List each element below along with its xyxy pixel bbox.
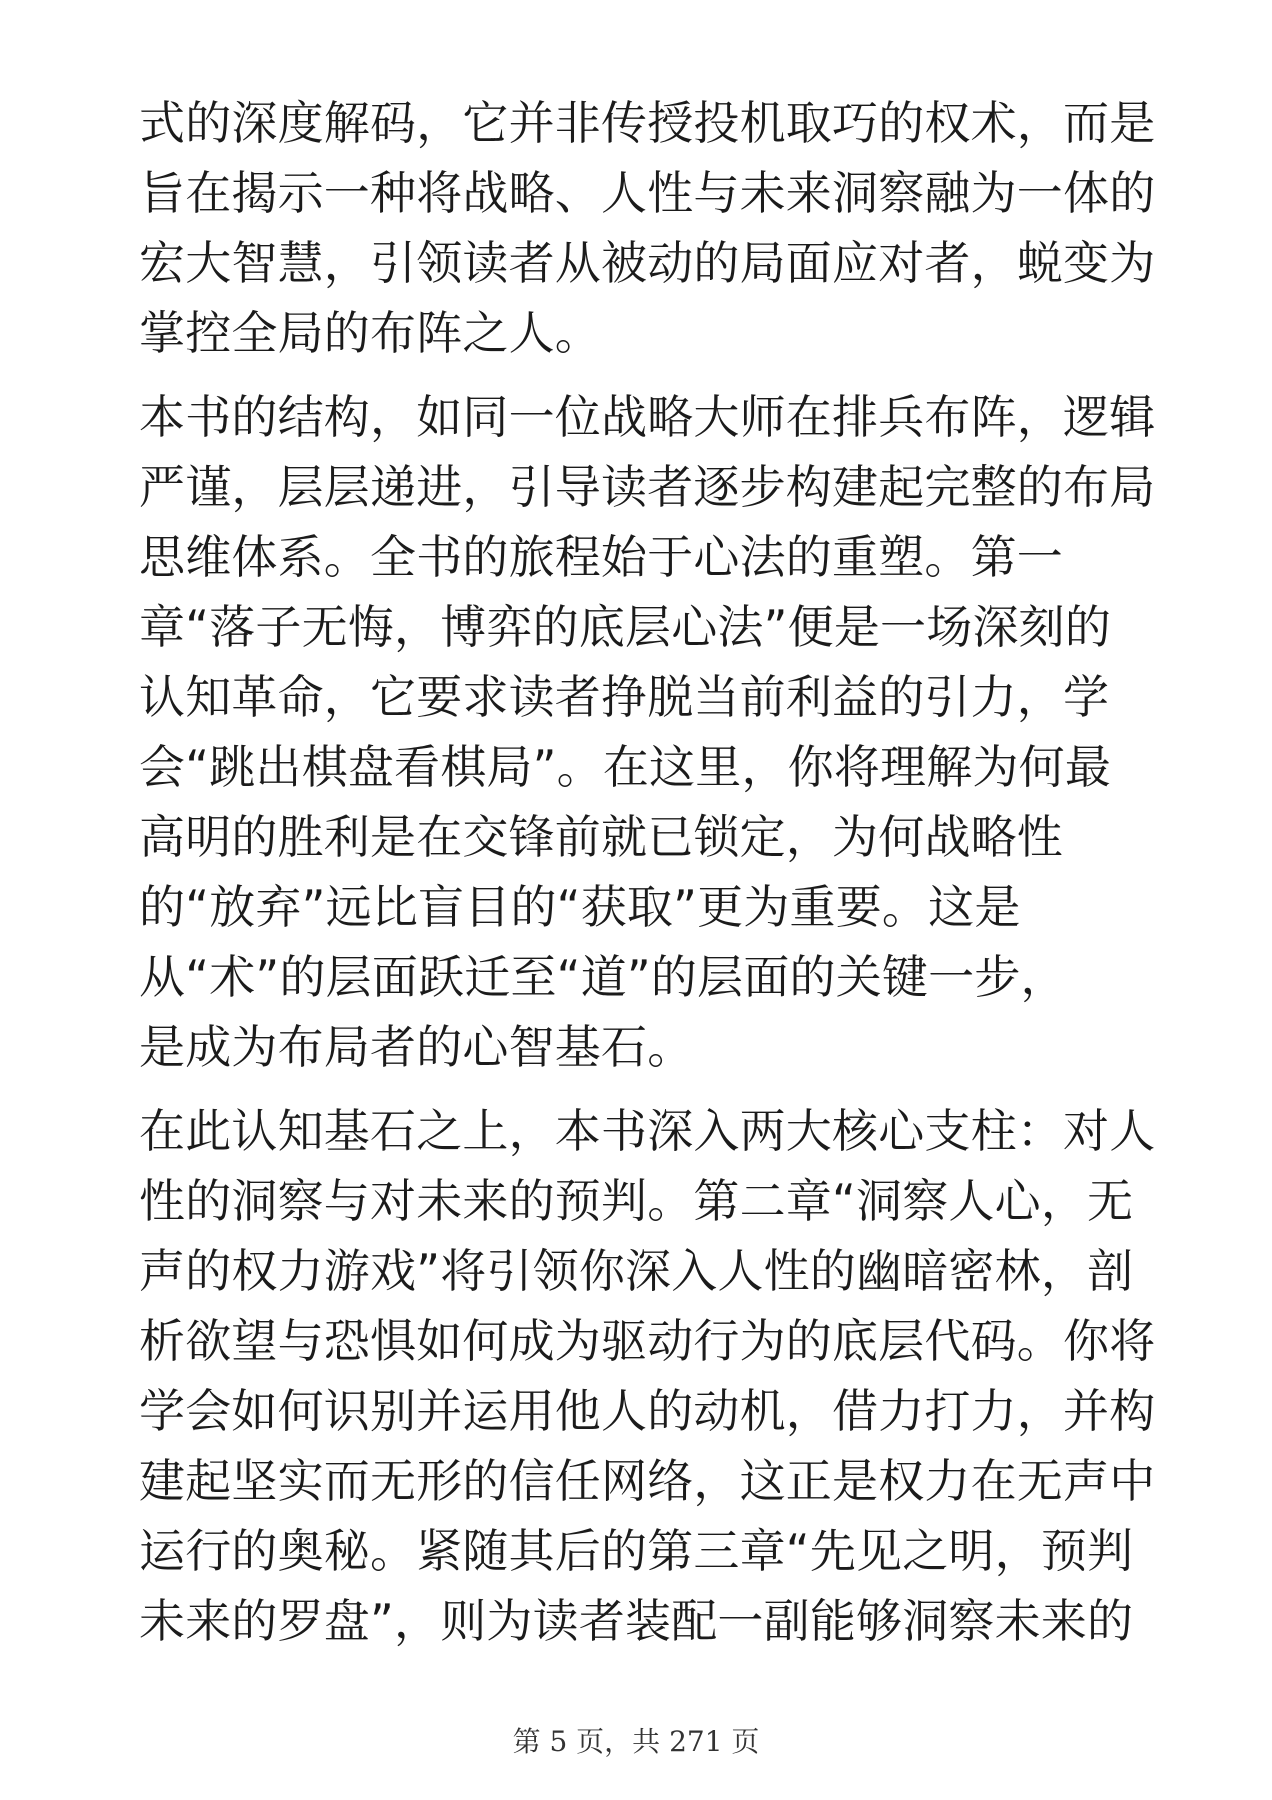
text-line: 掌控全局的布阵之人。 bbox=[139, 306, 601, 360]
text-line: 章“落子无悔，博弈的底层心法”便是一场深刻的 bbox=[139, 600, 1112, 654]
paragraph-1 bbox=[139, 88, 1156, 368]
text-line: 从“术”的层面跃迁至“道”的层面的关键一步， bbox=[139, 950, 1067, 1004]
page-indicator: 第 5 页，共 271 页 bbox=[512, 1725, 760, 1758]
text-line: 是成为布局者的心智基石。 bbox=[139, 1020, 694, 1074]
paragraph-2 bbox=[139, 382, 1156, 1082]
text-line: 性的洞察与对未来的预判。第二章“洞察人心，无 bbox=[139, 1174, 1134, 1228]
text-line: 建起坚实而无形的信任网络，这正是权力在无声中 bbox=[139, 1454, 1156, 1508]
text-line: 学会如何识别并运用他人的动机，借力打力，并构 bbox=[139, 1384, 1156, 1438]
text-line: 宏大智慧，引领读者从被动的局面应对者，蜕变为 bbox=[139, 236, 1156, 290]
paragraph-3 bbox=[139, 1096, 1156, 1656]
text-line: 旨在揭示一种将战略、人性与未来洞察融为一体的 bbox=[139, 166, 1156, 220]
text-line: 思维体系。全书的旅程始于心法的重塑。第一 bbox=[139, 530, 1063, 584]
body-text bbox=[139, 88, 1156, 1656]
paragraph-gap bbox=[139, 368, 1139, 382]
text-line: 高明的胜利是在交锋前就已锁定，为何战略性 bbox=[139, 810, 1063, 864]
text-line: 本书的结构，如同一位战略大师在排兵布阵，逻辑 bbox=[139, 390, 1156, 444]
text-line: 的“放弃”远比盲目的“获取”更为重要。这是 bbox=[139, 880, 1021, 934]
text-line: 认知革命，它要求读者挣脱当前利益的引力，学 bbox=[139, 670, 1110, 724]
text-line: 在此认知基石之上，本书深入两大核心支柱：对人 bbox=[139, 1104, 1156, 1158]
text-line: 声的权力游戏”将引领你深入人性的幽暗密林，剖 bbox=[139, 1244, 1134, 1298]
paragraph-gap bbox=[139, 1082, 1139, 1096]
text-line: 析欲望与恐惧如何成为驱动行为的底层代码。你将 bbox=[139, 1314, 1156, 1368]
text-line: 会“跳出棋盘看棋局”。在这里，你将理解为何最 bbox=[139, 740, 1112, 794]
text-line: 未来的罗盘”，则为读者装配一副能够洞察未来的 bbox=[139, 1594, 1134, 1648]
text-line: 式的深度解码，它并非传授投机取巧的权术，而是 bbox=[139, 96, 1156, 150]
text-line: 严谨，层层递进，引导读者逐步构建起完整的布局 bbox=[139, 460, 1156, 514]
text-line: 运行的奥秘。紧随其后的第三章“先见之明，预判 bbox=[139, 1524, 1134, 1578]
